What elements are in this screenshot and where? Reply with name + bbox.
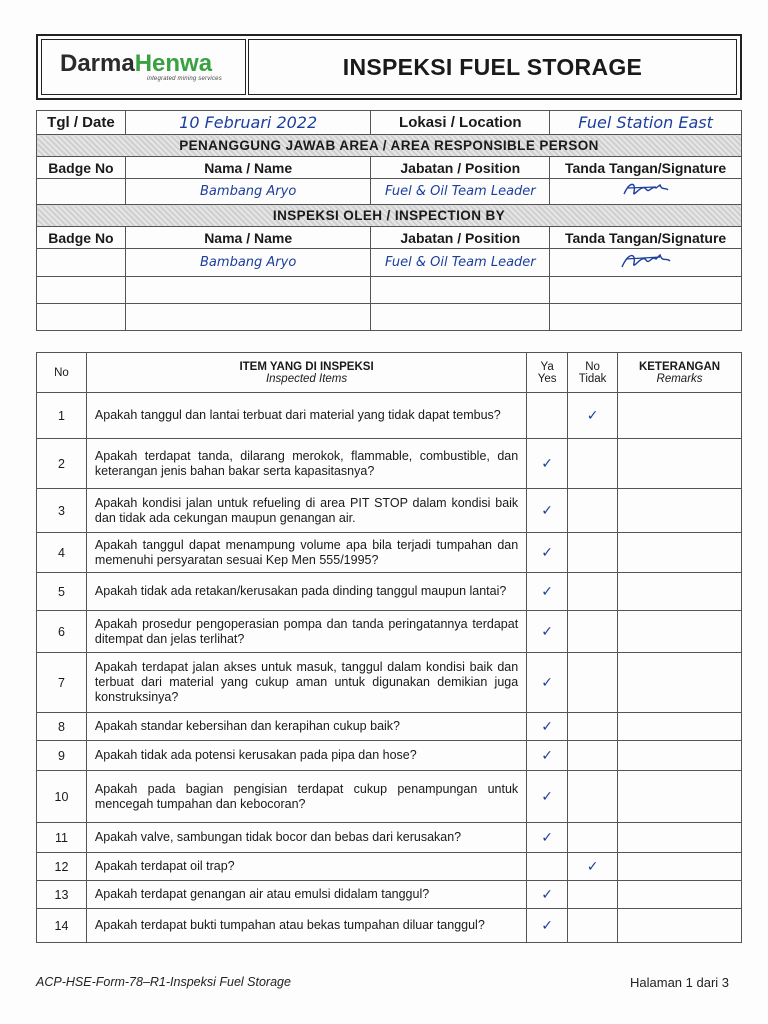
- item-number: 5: [37, 573, 87, 611]
- empty-cell[interactable]: [550, 277, 742, 304]
- remarks-cell[interactable]: [618, 741, 742, 771]
- check-mark-icon: ✓: [541, 917, 554, 934]
- item-number: 13: [37, 881, 87, 909]
- item-question: Apakah kondisi jalan untuk refueling di area PIT STOP dalam kondisi baik dan tidak ada cekungan maupun genangan air.: [86, 489, 526, 533]
- position-header: Jabatan / Position: [371, 157, 550, 179]
- inspector-row-3: [37, 304, 742, 331]
- empty-cell[interactable]: [371, 277, 550, 304]
- check-mark-icon: ✓: [586, 858, 599, 875]
- empty-cell[interactable]: [37, 277, 126, 304]
- no-cell[interactable]: [568, 439, 618, 489]
- remarks-cell[interactable]: [618, 611, 742, 653]
- item-number: 6: [37, 611, 87, 653]
- empty-cell[interactable]: [371, 304, 550, 331]
- responsible-signature-cell[interactable]: [550, 179, 742, 205]
- item-question: Apakah pada bagian pengisian terdapat cukup penampungan untuk mencegah tumpahan dan kebocoran?: [86, 771, 526, 823]
- check-mark-icon: ✓: [541, 455, 554, 472]
- yes-cell[interactable]: [527, 853, 568, 881]
- inspector-signature-cell[interactable]: [550, 249, 742, 277]
- yes-cell[interactable]: [527, 653, 568, 713]
- no-cell[interactable]: [568, 881, 618, 909]
- check-mark-icon: ✓: [541, 583, 554, 600]
- item-number: 3: [37, 489, 87, 533]
- signature-icon: [616, 249, 676, 273]
- check-mark-icon: ✓: [541, 544, 554, 561]
- yes-cell[interactable]: [527, 713, 568, 741]
- col-no-answer-label: No: [585, 360, 600, 373]
- item-question: Apakah terdapat oil trap?: [86, 853, 526, 881]
- item-number: 8: [37, 713, 87, 741]
- inspector-position[interactable]: Fuel & Oil Team Leader: [371, 249, 550, 277]
- position-header: Jabatan / Position: [371, 227, 550, 249]
- yes-cell[interactable]: [527, 489, 568, 533]
- col-item-label: ITEM YANG DI INSPEKSI: [239, 360, 374, 373]
- item-number: 9: [37, 741, 87, 771]
- responsible-header-row: [37, 157, 742, 179]
- remarks-cell[interactable]: [618, 713, 742, 741]
- no-cell[interactable]: [568, 853, 618, 881]
- col-remarks-label: KETERANGAN: [638, 360, 721, 373]
- logo-part-henwa: Henwa: [134, 50, 213, 77]
- checklist-row: [37, 653, 742, 713]
- responsible-position[interactable]: Fuel & Oil Team Leader: [371, 179, 550, 205]
- checklist-row: [37, 533, 742, 573]
- form-code: ACP-HSE-Form-78–R1-Inspeksi Fuel Storage: [36, 975, 291, 989]
- yes-cell[interactable]: [527, 741, 568, 771]
- signature-header: Tanda Tangan/Signature: [550, 227, 742, 249]
- remarks-cell[interactable]: [618, 771, 742, 823]
- check-mark-icon: ✓: [541, 674, 554, 691]
- checklist-row: [37, 439, 742, 489]
- checklist-header-row: [37, 353, 742, 393]
- checklist-row: [37, 393, 742, 439]
- inspector-badge-cell[interactable]: [37, 249, 126, 277]
- checklist-table: [36, 352, 742, 943]
- signature-header: Tanda Tangan/Signature: [550, 157, 742, 179]
- no-cell[interactable]: [568, 573, 618, 611]
- inspection-band: INSPEKSI OLEH / INSPECTION BY: [37, 205, 742, 227]
- remarks-cell[interactable]: [618, 823, 742, 853]
- remarks-cell[interactable]: [618, 533, 742, 573]
- location-value[interactable]: Fuel Station East: [550, 111, 742, 135]
- badge-header: Badge No: [37, 157, 126, 179]
- col-yes-label-en: Yes: [537, 372, 557, 385]
- item-number: 10: [37, 771, 87, 823]
- no-cell[interactable]: [568, 611, 618, 653]
- item-question: Apakah terdapat tanda, dilarang merokok, flammable, combustible, dan keterangan jenis bahan bakar serta kapasitasnya?: [86, 439, 526, 489]
- item-question: Apakah valve, sambungan tidak bocor dan bebas dari kerusakan?: [86, 823, 526, 853]
- responsible-band: PENANGGUNG JAWAB AREA / AREA RESPONSIBLE PERSON: [37, 135, 742, 157]
- responsible-row: [37, 179, 742, 205]
- yes-cell[interactable]: [527, 611, 568, 653]
- check-mark-icon: ✓: [541, 886, 554, 903]
- remarks-cell[interactable]: [618, 853, 742, 881]
- col-item: [86, 353, 526, 393]
- checklist-row: [37, 909, 742, 943]
- checklist-row: [37, 489, 742, 533]
- logo-wordmark: [60, 50, 212, 78]
- checklist-row: [37, 713, 742, 741]
- responsible-badge-cell[interactable]: [37, 179, 126, 205]
- col-no-answer: [568, 353, 618, 393]
- date-location-row: [37, 111, 742, 135]
- check-mark-icon: ✓: [586, 407, 599, 424]
- check-mark-icon: ✓: [541, 788, 554, 805]
- remarks-cell[interactable]: [618, 881, 742, 909]
- col-item-label-en: Inspected Items: [265, 372, 348, 385]
- checklist-row: [37, 611, 742, 653]
- remarks-cell[interactable]: [618, 489, 742, 533]
- no-cell[interactable]: [568, 741, 618, 771]
- name-header: Nama / Name: [125, 227, 371, 249]
- col-remarks-label-en: Remarks: [656, 372, 703, 385]
- no-cell[interactable]: [568, 533, 618, 573]
- remarks-cell[interactable]: [618, 653, 742, 713]
- check-mark-icon: ✓: [541, 747, 554, 764]
- item-question: Apakah standar kebersihan dan kerapihan cukup baik?: [86, 713, 526, 741]
- item-question: Apakah terdapat jalan akses untuk masuk, tanggul dalam kondisi baik dan terbuat dari material yang cukup aman untuk digunakan demikian juga konstruksinya?: [86, 653, 526, 713]
- checklist-row: [37, 853, 742, 881]
- empty-cell[interactable]: [37, 304, 126, 331]
- no-cell[interactable]: [568, 653, 618, 713]
- yes-cell[interactable]: [527, 393, 568, 439]
- check-mark-icon: ✓: [541, 718, 554, 735]
- signature-icon: [616, 179, 676, 201]
- logo-tagline: integrated mining services: [147, 76, 222, 82]
- yes-cell[interactable]: [527, 533, 568, 573]
- col-yes: [527, 353, 568, 393]
- yes-cell[interactable]: [527, 771, 568, 823]
- company-logo: [41, 39, 246, 95]
- col-remarks: [618, 353, 742, 393]
- remarks-cell[interactable]: [618, 439, 742, 489]
- no-cell[interactable]: [568, 713, 618, 741]
- badge-header: Badge No: [37, 227, 126, 249]
- item-question: Apakah terdapat genangan air atau emulsi didalam tanggul?: [86, 881, 526, 909]
- location-label: Lokasi / Location: [371, 111, 550, 135]
- no-cell[interactable]: [568, 489, 618, 533]
- checklist-row: [37, 573, 742, 611]
- item-question: Apakah tanggul dan lantai terbuat dari material yang tidak dapat tembus?: [86, 393, 526, 439]
- checklist-row: [37, 823, 742, 853]
- no-cell[interactable]: [568, 393, 618, 439]
- responsible-name[interactable]: Bambang Aryo: [125, 179, 371, 205]
- item-question: Apakah tidak ada retakan/kerusakan pada dinding tanggul maupun lantai?: [86, 573, 526, 611]
- yes-cell[interactable]: [527, 573, 568, 611]
- info-table: [36, 110, 742, 331]
- item-question: Apakah prosedur pengoperasian pompa dan tanda peringatannya terdapat ditempat dan jelas terlihat?: [86, 611, 526, 653]
- item-number: 7: [37, 653, 87, 713]
- date-value[interactable]: 10 Februari 2022: [125, 111, 371, 135]
- date-label: Tgl / Date: [37, 111, 126, 135]
- inspector-name[interactable]: Bambang Aryo: [125, 249, 371, 277]
- inspector-row-1: [37, 249, 742, 277]
- item-number: 12: [37, 853, 87, 881]
- item-question: Apakah terdapat bukti tumpahan atau bekas tumpahan diluar tanggul?: [86, 909, 526, 943]
- no-cell[interactable]: [568, 823, 618, 853]
- page-indicator: Halaman 1 dari 3: [630, 975, 729, 990]
- inspector-header-row: [37, 227, 742, 249]
- col-no: No: [37, 353, 87, 393]
- remarks-cell[interactable]: [618, 393, 742, 439]
- yes-cell[interactable]: [527, 909, 568, 943]
- yes-cell[interactable]: [527, 823, 568, 853]
- no-cell[interactable]: [568, 909, 618, 943]
- yes-cell[interactable]: [527, 439, 568, 489]
- remarks-cell[interactable]: [618, 573, 742, 611]
- check-mark-icon: ✓: [541, 623, 554, 640]
- checklist-row: [37, 771, 742, 823]
- empty-cell[interactable]: [550, 304, 742, 331]
- item-number: 11: [37, 823, 87, 853]
- item-question: Apakah tanggul dapat menampung volume apa bila terjadi tumpahan dan memenuhi persyaratan sesuai Kep Men 555/1995?: [86, 533, 526, 573]
- logo-part-darma: Darma: [60, 50, 135, 77]
- form-title: INSPEKSI FUEL STORAGE: [248, 39, 737, 95]
- item-question: Apakah tidak ada potensi kerusakan pada pipa dan hose?: [86, 741, 526, 771]
- remarks-cell[interactable]: [618, 909, 742, 943]
- item-number: 14: [37, 909, 87, 943]
- checklist-row: [37, 881, 742, 909]
- item-number: 2: [37, 439, 87, 489]
- empty-cell[interactable]: [125, 277, 371, 304]
- checklist-row: [37, 741, 742, 771]
- check-mark-icon: ✓: [541, 502, 554, 519]
- empty-cell[interactable]: [125, 304, 371, 331]
- item-number: 4: [37, 533, 87, 573]
- item-number: 1: [37, 393, 87, 439]
- yes-cell[interactable]: [527, 881, 568, 909]
- no-cell[interactable]: [568, 771, 618, 823]
- check-mark-icon: ✓: [541, 829, 554, 846]
- col-no-answer-label-en: Tidak: [578, 372, 607, 385]
- col-yes-label: Ya: [540, 360, 554, 373]
- name-header: Nama / Name: [125, 157, 371, 179]
- inspector-row-2: [37, 277, 742, 304]
